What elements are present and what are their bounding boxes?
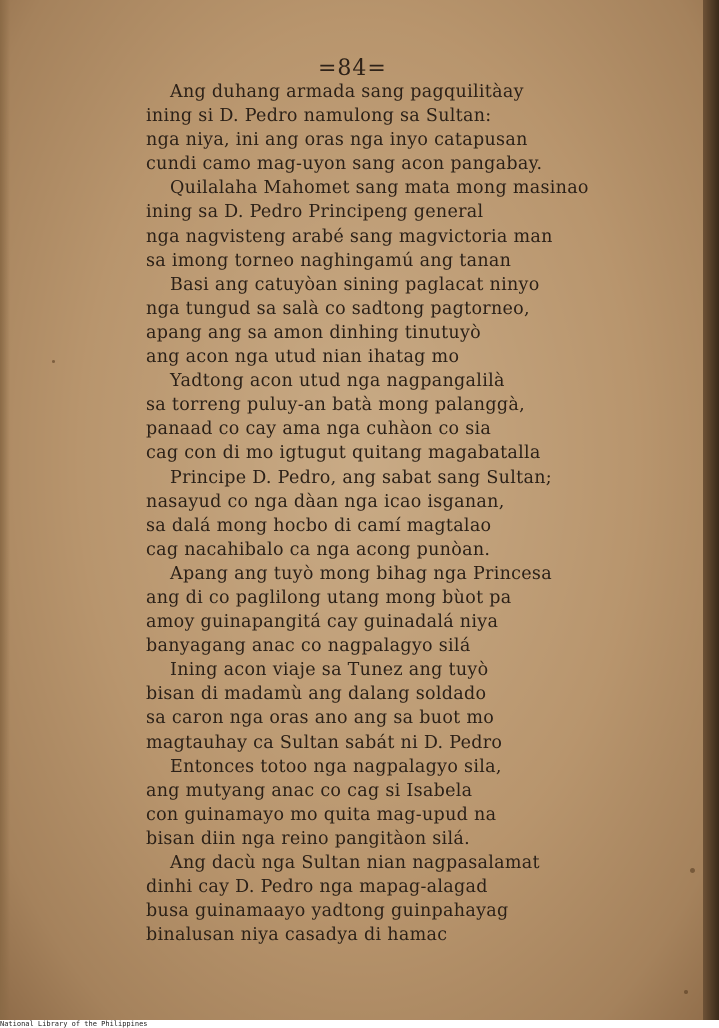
text-line: magtauhay ca Sultan sabát ni D. Pedro bbox=[146, 732, 503, 753]
page-right-edge bbox=[703, 0, 719, 1020]
text-line: sa dalá mong hocbo di camí magtalao bbox=[146, 515, 492, 536]
text-line: ang mutyang anac co cag si Isabela bbox=[146, 780, 473, 801]
text-line: banyagang anac co nagpalagyo silá bbox=[146, 636, 471, 657]
text-line: Principe D. Pedro, ang sabat sang Sultan; bbox=[170, 467, 552, 488]
text-line: nga nagvisteng arabé sang magvictoria man bbox=[146, 226, 553, 247]
foxing-spot bbox=[684, 990, 688, 994]
foxing-spot bbox=[690, 868, 695, 873]
foxing-spot bbox=[52, 360, 55, 363]
text-line: Ang duhang armada sang pagquilitàay bbox=[170, 82, 524, 102]
page-number: =84= bbox=[318, 56, 387, 81]
text-line: binalusan niya casadya di hamac bbox=[146, 925, 448, 946]
text-line: bisan di madamù ang dalang soldado bbox=[146, 684, 487, 705]
text-line: Yadtong acon utud nga nagpangalilà bbox=[170, 371, 505, 392]
text-line: Apang ang tuyò mong bihag nga Princesa bbox=[170, 563, 552, 584]
poem-text bbox=[146, 80, 616, 947]
text-line: ang di co paglilong utang mong bùot pa bbox=[146, 587, 512, 608]
text-line: Quilalaha Mahomet sang mata mong masinao bbox=[170, 178, 589, 199]
library-credit: National Library of the Philippines bbox=[0, 1020, 719, 1028]
text-line: apang ang sa amon dinhing tinutuyò bbox=[146, 322, 482, 343]
text-line: busa guinamaayo yadtong guinpahayag bbox=[146, 901, 509, 922]
text-line: cag nacahibalo ca nga acong punòan. bbox=[146, 539, 491, 560]
text-line: Ining acon viaje sa Tunez ang tuyò bbox=[170, 660, 489, 681]
text-line: bisan diin nga reino pangitàon silá. bbox=[146, 828, 470, 849]
text-line: Ang dacù nga Sultan nian nagpasalamat bbox=[170, 853, 540, 873]
text-line: cag con di mo igtugut quitang magabatalla bbox=[146, 443, 541, 464]
text-line: ang acon nga utud nian ihatag mo bbox=[146, 347, 460, 368]
text-line: sa caron nga oras ano ang sa buot mo bbox=[146, 708, 495, 729]
text-line: ining si D. Pedro namulong sa Sultan: bbox=[146, 106, 492, 127]
text-line: Entonces totoo nga nagpalagyo sila, bbox=[170, 756, 502, 777]
text-line: sa torreng puluy-an batà mong palanggà, bbox=[146, 395, 525, 416]
text-line: dinhi cay D. Pedro nga mapag-alagad bbox=[146, 877, 488, 898]
text-line: Basi ang catuyòan sining paglacat ninyo bbox=[170, 274, 540, 295]
text-line: nga niya, ini ang oras nga inyo catapusan bbox=[146, 130, 528, 151]
text-line: cundi camo mag-uyon sang acon pangabay. bbox=[146, 154, 543, 175]
text-line: amoy guinapangitá cay guinadalá niya bbox=[146, 612, 499, 633]
text-line: nasayud co nga dàan nga icao isganan, bbox=[146, 491, 505, 512]
text-line: nga tungud sa salà co sadtong pagtorneo, bbox=[146, 298, 530, 319]
page-left-edge bbox=[0, 0, 10, 1020]
text-line: con guinamayo mo quita mag-upud na bbox=[146, 804, 497, 825]
text-line: ining sa D. Pedro Principeng general bbox=[146, 202, 484, 223]
text-line: sa imong torneo naghingamú ang tanan bbox=[146, 250, 512, 271]
text-line: panaad co cay ama nga cuhàon co sia bbox=[146, 419, 492, 440]
